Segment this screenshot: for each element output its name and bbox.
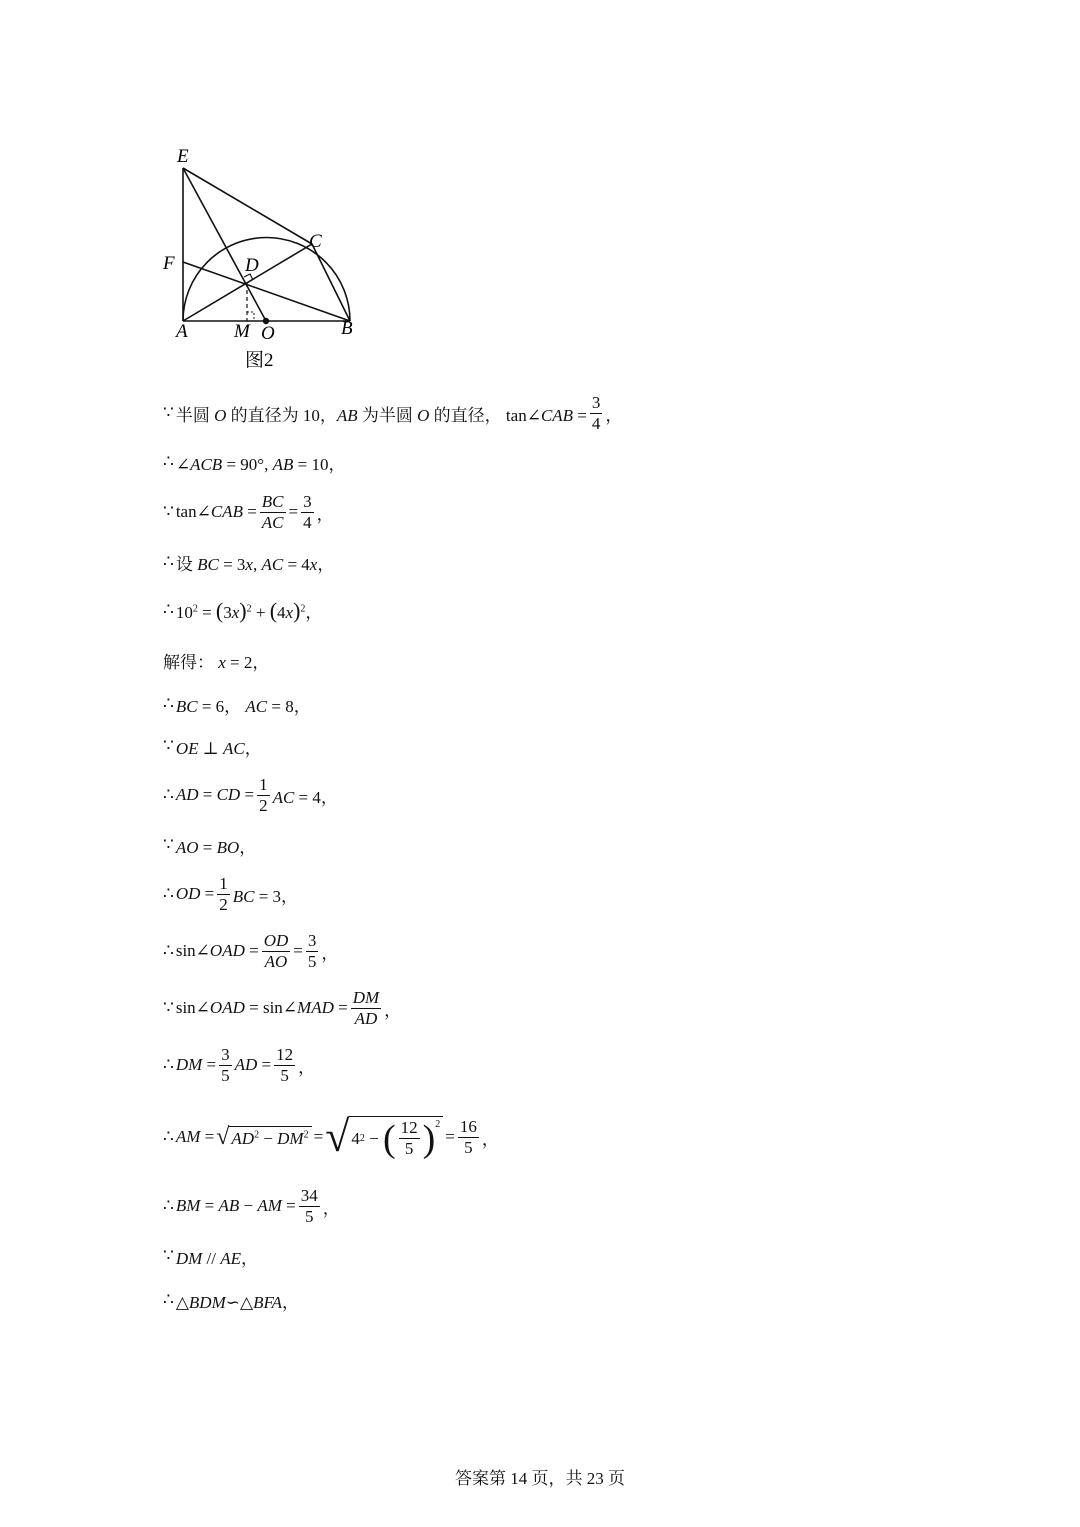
solution-line-12: ∴ sin∠OAD = $\frac{OD}{AO}$ = $\frac{3}{5}$ ，: [163, 930, 339, 971]
label-a: A: [176, 321, 188, 342]
solution-line-2: ∴ ∠ACB = 90°, AB = 10，: [163, 452, 346, 474]
solution-line-8: ∵ OE ⊥ AC，: [163, 736, 262, 758]
solution-line-1: ∵ 半圆 O 的直径为 10，AB 为半圆 O 的直径， tan∠CAB = $\frac{3}{4}$ ，: [163, 392, 623, 433]
semicircle-arc: [183, 238, 350, 322]
label-e: E: [177, 146, 189, 167]
solution-line-16: ∴ BM = AB − AM = $\frac{34}{5}$ ，: [163, 1185, 340, 1226]
label-c: C: [309, 231, 322, 252]
segment-ec: [183, 168, 312, 244]
because-symbol: ∵: [163, 403, 174, 422]
solution-line-14: ∴ DM = $\frac{3}{5}$ AD = $\frac{12}{5}$ ，: [163, 1044, 316, 1085]
figure-caption: 图2: [245, 350, 274, 371]
solution-line-17: ∵ DM // AE，: [163, 1246, 259, 1268]
solution-line-7: ∴ BC = 6， AC = 8，: [163, 694, 311, 716]
solution-line-18: ∴ △BDM∽△BFA，: [163, 1290, 300, 1312]
label-d: D: [245, 255, 259, 276]
label-m: M: [234, 321, 250, 342]
solution-line-15: ∴ AM = √ $AD^2 - DM^2$ = √ 4 2 − ( $\frac{12}{5}$ ) $^2$ = $\frac{16}{5}$ ，: [163, 1112, 499, 1161]
solution-line-3: ∵ tan∠CAB = $\frac{BC}{AC}$ = $\frac{3}{4}$ ，: [163, 491, 334, 532]
solution-line-4: ∴ 设 BC = 3x, AC = 4x，: [163, 552, 335, 574]
label-b: B: [341, 318, 353, 339]
geometry-figure: [160, 140, 370, 380]
solution-line-6: 解得： x = 2，: [163, 652, 270, 672]
segment-eo: [183, 168, 266, 321]
solution-line-5: ∴ $10^2 = (3x)^2 + (4x)^2$，: [163, 597, 323, 623]
label-f: F: [163, 253, 175, 274]
right-angle-mark-m: [247, 312, 254, 321]
solution-line-9: ∴ AD = CD = $\frac{1}{2}$ AC = 4，: [163, 774, 338, 815]
solution-line-10: ∵ AO = BO，: [163, 835, 257, 857]
solution-line-11: ∴ OD = $\frac{1}{2}$ BC = 3，: [163, 873, 299, 914]
solution-line-13: ∵ sin∠OAD = sin∠MAD = $\frac{DM}{AD}$ ，: [163, 987, 402, 1028]
fraction: $\frac{3}{4}$: [591, 392, 601, 433]
page-footer: 答案第 14 页，共 23 页: [455, 1469, 625, 1488]
label-o: O: [261, 323, 275, 344]
